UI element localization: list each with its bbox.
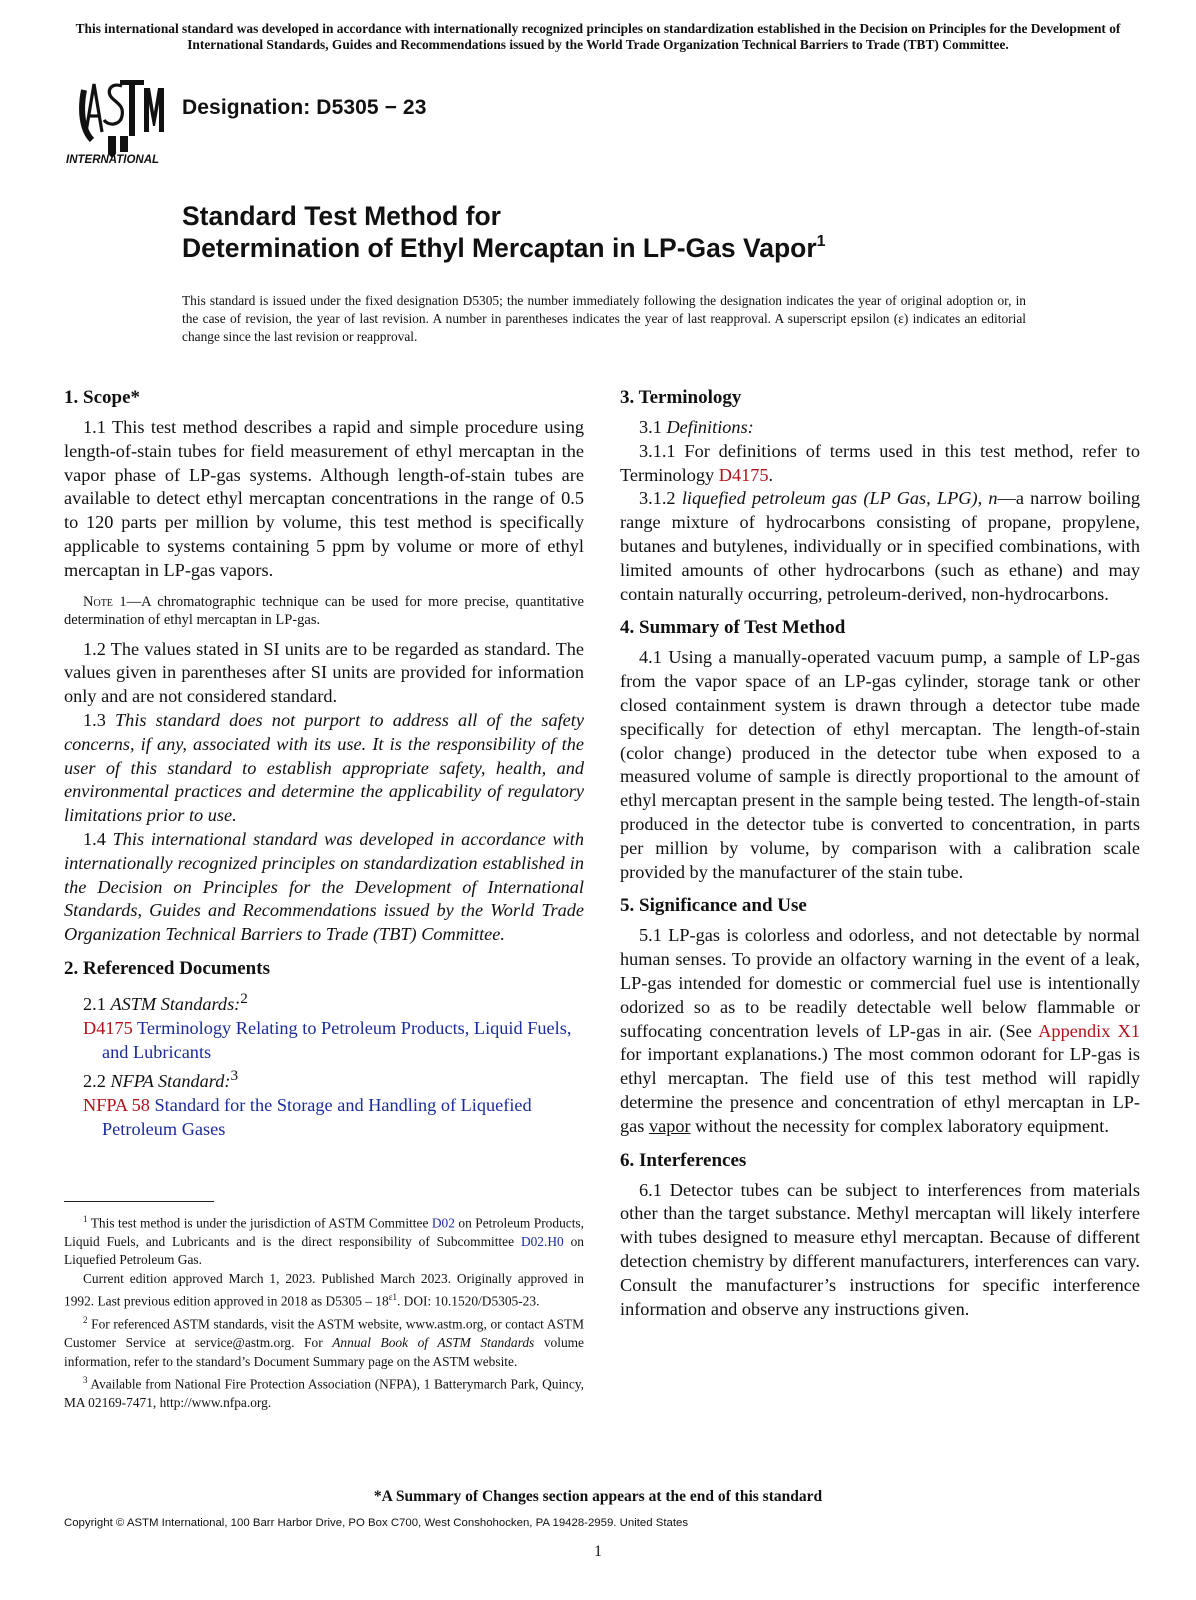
page-number: 1 bbox=[594, 1543, 602, 1560]
para-1-2: 1.2 The values stated in SI units are to be regarded as standard. The values given in parentheses after SI units are provided for information only and are not considered standard. bbox=[64, 638, 584, 707]
section-3-heading: 3. Terminology bbox=[620, 387, 742, 408]
para-6-1: 6.1 Detector tubes can be subject to interferences from materials other than the target substance. Methyl mercaptan will likely interfere with tubes designed to measure ethyl mercaptan. Because of different detection chemistry by different manufacturers, interferences can vary. Consult the manufacturer’s instructions for specific interference information and observe any instructions given. bbox=[620, 1179, 1140, 1319]
footnote-2: $^2$ For referenced ASTM standards, visit the ASTM website, www.astm.org, or contact ASTM Customer Service at service@astm.org. For Annual Book of ASTM Standards volume information, refer to the standard’s Document Summary page on the ASTM website. bbox=[64, 1315, 584, 1369]
link-appendix-x1[interactable]: Appendix X1 bbox=[1038, 1020, 1141, 1041]
footnote-divider bbox=[64, 1201, 214, 1202]
ref-d4175-link[interactable]: D4175 Terminology Relating to Petroleum Products, Liquid Fuels, and Lubricants bbox=[83, 1017, 572, 1062]
title-line-2: Determination of Ethyl Mercaptan in LP-Gas Vapor$^1$ bbox=[182, 233, 826, 263]
designation: Designation: D5305 − 23 bbox=[182, 96, 427, 119]
footnote-1: $^1$ This test method is under the jurisdiction of ASTM Committee D02 on Petroleum Products, Liquid Fuels, and Lubricants and is the direct responsibility of Subcommittee D02.H0 on Liquefied Petroleum Gas. bbox=[64, 1214, 584, 1268]
left-column bbox=[64, 386, 584, 1142]
copyright: Copyright © ASTM International, 100 Barr Harbor Drive, PO Box C700, West Conshohocken, PA 19428-2959. United States bbox=[64, 1517, 689, 1529]
top-notice: This international standard was developed in accordance with internationally recognized principles on standardization established in the Decision on Principles for the Development of International Standards, Guides and Recommendations issued by the World Trade Organization Technical Barriers to Trade (TBT) Committee. bbox=[75, 21, 1121, 52]
issuance-statement: This standard is issued under the fixed designation D5305; the number immediately following the designation indicates the year of original adoption or, in the case of revision, the year of last revision. A number in parentheses indicates the year of last reapproval. A superscript epsilon (ε) indicates an editorial change since the last revision or reapproval. bbox=[182, 293, 1026, 344]
para-3-1-2: 3.1.2 liquefied petroleum gas (LP Gas, LPG), n—a narrow boiling range mixture of hydrocarbons consisting of propane, propylene, butanes and butylenes, individually or in specified combinations, with limited amounts of other hydrocarbons (such as ethane) and may contain naturally occurring, petroleum-derived, non-hydrocarbons. bbox=[620, 488, 1141, 604]
note-1: Note 1—A chromatographic technique can be used for more precise, quantitative determination of ethyl mercaptan in LP-gas. bbox=[64, 593, 584, 629]
para-2-1: 2.1 ASTM Standards:$^2$ bbox=[83, 989, 248, 1015]
para-3-1: 3.1 Definitions: bbox=[639, 417, 754, 437]
footnote-link-d02h0[interactable]: D02.H0 bbox=[520, 1233, 564, 1249]
para-1-1: 1.1 This test method describes a rapid and simple procedure using length-of-stain tubes for field measurement of ethyl mercaptan in the vapor phase of LP-gas systems. Although length-of-stain tubes are available to detect ethyl mercaptan concentrations in the range of 0.5 to 120 parts per million by volume, this test method is specifically applicable to systems containing 5 ppm by volume or more of ethyl mercaptan in LP-gas vapors. bbox=[64, 417, 584, 580]
para-2-2: 2.2 NFPA Standard:$^3$ bbox=[83, 1067, 239, 1092]
link-d4175[interactable]: D4175 bbox=[718, 464, 769, 485]
footnote-1-edition: Current edition approved March 1, 2023. Published March 2023. Originally approved in 1992. Last previous edition approved in 2018 as $D5305 - 18^{\varepsilon 1}$. DOI: 10.1520/D5305-23. bbox=[64, 1270, 584, 1309]
para-1-3: 1.3 This standard does not purport to address all of the safety concerns, if any, associated with its use. It is the responsibility of the user of this standard to establish appropriate safety, health, and environmental practices and determine the applicability of regulatory limitations prior to use. bbox=[64, 709, 584, 826]
summary-of-changes-note: *A Summary of Changes section appears at the end of this standard bbox=[373, 1488, 823, 1505]
document-title bbox=[182, 200, 826, 264]
para-1-4: 1.4 This international standard was developed in accordance with internationally recognized principles on standardization established in the Decision on Principles for the Development of International Standards, Guides and Recommendations issued by the World Trade Organization Technical Barriers to Trade (TBT) Committee. bbox=[64, 828, 584, 945]
section-6-heading: 6. Interferences bbox=[620, 1149, 747, 1171]
section-5-heading: 5. Significance and Use bbox=[620, 895, 807, 917]
logo-text: INTERNATIONAL bbox=[66, 154, 160, 166]
para-3-1-1: 3.1.1 For definitions of terms used in this test method, refer to Terminology D4175. bbox=[620, 440, 1140, 485]
footnote-3: $^3$ Available from National Fire Protection Association (NFPA), 1 Batterymarch Park, Quincy, MA 02169-7471, http://www.nfpa.org. bbox=[64, 1375, 584, 1411]
section-1-heading: 1. Scope* bbox=[64, 387, 140, 408]
astm-logo-icon bbox=[64, 70, 170, 166]
para-5-1: 5.1 LP-gas is colorless and odorless, and not detectable by normal human senses. To provide an olfactory warning in the event of a leak, LP-gas intended for domestic or commercial fuel use is intentionally odorized so as to be readily detectable well below flammable or suffocating concentration levels of LP-gas in air. (See Appendix X1 for important explanations.) The most common odorant for LP-gas is ethyl mercaptan. The field use of this test method will rapidly determine the presence and concentration of ethyl mercaptan in LP-gas vapor without the necessity for complex laboratory equipment. bbox=[620, 925, 1141, 1136]
title-line-1: Standard Test Method for bbox=[182, 201, 501, 231]
footnote-link-d02[interactable]: D02 bbox=[431, 1215, 455, 1231]
footnotes bbox=[64, 1210, 584, 1413]
ref-nfpa58-link[interactable]: NFPA 58 Standard for the Storage and Handling of Liquefied Petroleum Gases bbox=[83, 1095, 532, 1140]
title-footnote-mark: 1 bbox=[816, 233, 826, 250]
section-2-heading: 2. Referenced Documents bbox=[64, 957, 270, 979]
right-column bbox=[620, 386, 1140, 1321]
para-4-1: 4.1 Using a manually-operated vacuum pump, a sample of LP-gas from the vapor space of an LP-gas cylinder, storage tank or other closed containment system is drawn through a detector tube made specifically for detection of ethyl mercaptan. The length-of-stain (color change) produced in the detector tube when exposed to a measured volume of sample is directly proportional to the amount of ethyl mercaptan present in the sample being tested. The length-of-stain produced in the detector tube is converted to concentration, in parts per million by volume, by comparison with a calibration scale provided by the manufacturer of the stain tube. bbox=[620, 647, 1140, 882]
section-4-heading: 4. Summary of Test Method bbox=[620, 617, 846, 639]
